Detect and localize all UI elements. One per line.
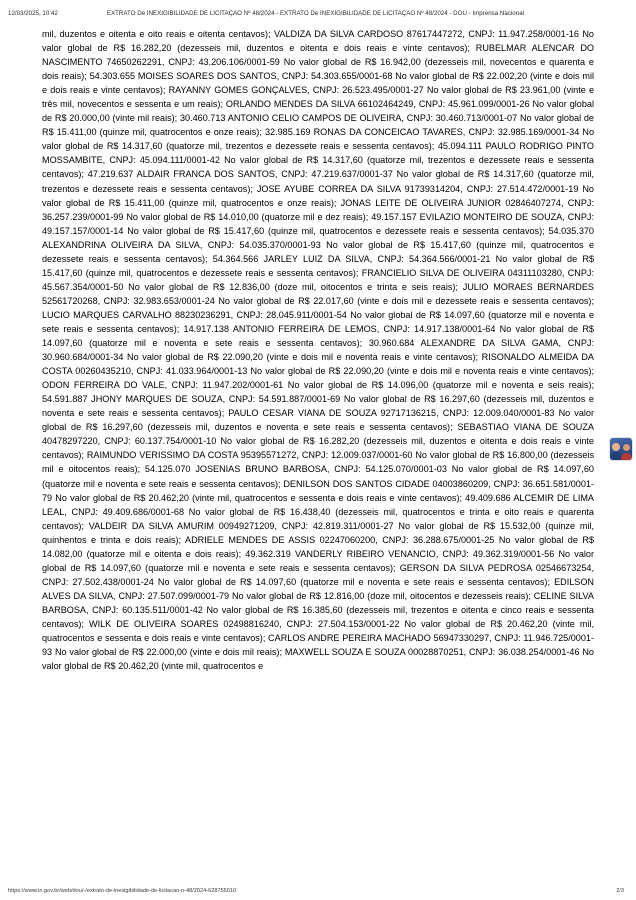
document-body: mil, duzentos e oitenta e oito reais e oitenta centavos); VALDIZA DA SILVA CARDOSO 87617447272, CNPJ: 11.947.258/0001-16 No valor global de R$ 16.282,20 (dezesseis mil, duzentos e oitenta e dois reais e vinte centavos); RUBELMAR ALENCAR DO NASCIMENTO 74650262291, CNPJ: 43.206.106/0001-59 No valor global de R$ 16.942,00 (dezesseis mil, novecentos e quarenta e dois reais); 54.303.655 MOISES SOARES DOS SANTOS, CNPJ: 54.303.655/0001-68 No valor global de R$ 22.002,20 (vinte e dois mil e dois reais e vinte centavos); RAYANNY GOMES GONÇALVES, CNPJ: 26.523.495/0001-27 No valor global de R$ 23.961,00 (vinte e três mil, novecentos e sessenta e um reais); ORLANDO MENDES DA SILVA 66102464249, CNPJ: 45.961.099/0001-26 No valor global de R$ 20.000,00 (vinte mil reais); 30.460.713 ANTONIO CELIO CAMPOS DE OLIVEIRA, CNPJ: 30.460.713/0001-07 No valor global de R$ 15.411,00 (quinze mil, quatrocentos e onze reais); 32.985.169 RONAS DA CONCEICAO TAVARES, CNPJ: 32.985.169/0001-34 No valor global de R$ 14.317,60 (quatorze mil, trezentos e dezessete reais e sessenta centavos); 45.094.111 PAULO RODRIGO PINTO MOSSAMBITE, CNPJ: 45.094.111/0001-42 No valor global de R$ 14.317,60 (quatorze mil, trezentos e dezessete reais e sessenta centavos); 47.219.637 ALDAIR FRANCA DOS SANTOS, CNPJ: 47.219.637/0001-37 No valor global de R$ 14.317,60 (quatorze mil, trezentos e dezessete reais e sessenta centavos); JOSE AYUBE CORREA DA SILVA 91739314204, CNPJ: 27.514.472/0001-19 No valor global de R$ 15.411,00 (quinze mil, quatrocentos e onze reais); JONAS LEITE DE OLIVEIRA JUNIOR 02846407274, CNPJ: 36.257.239/0001-99 No valor global de R$ 14.010,00 (quatorze mil e dez reais); 49.157.157 EVILAZIO MONTEIRO DE SOUZA, CNPJ: 49.157.157/0001-14 No valor global de R$ 15.417,60 (quinze mil, quatrocentos e dezessete reais e sessenta centavos); 54.035.370 ALEXANDRINA OLIVEIRA DA SILVA, CNPJ: 54.035.370/0001-93 No valor global de R$ 15.417,60 (quinze mil, quatrocentos e dezessete reais e sessenta centavos); 54.364.566 JARLEY LUIZ DA SILVA, CNPJ: 54.364.566/0001-21 No valor global de R$ 15.417,60 (quinze mil, quatrocentos e dezessete reais e sessenta centavos); FRANCIELIO SILVA DE OLIVEIRA 04311103280, CNPJ: 45.567.354/0001-50 No valor global de R$ 12.836,00 (doze mil, oitocentos e trinta e seis reais); JULIO MORAES BERNARDES 52561720268, CNPJ: 32.983.653/0001-24 No valor global de R$ 22.017,60 (vinte e dois mil e dezessete reais e sessenta centavos); LUCIO MARQUES CARVALHO 88230236291, CNPJ: 28.045.911/0001-54 No valor global de R$ 14.097,60 (quatorze mil e noventa e sete reais e sessenta centavos); 14.917.138 ANTONIO FERREIRA DE LEMOS, CNPJ: 14.917.138/0001-64 No valor global de R$ 14.097,60 (quatorze mil e noventa e sete reais e sessenta centavos); 30.960.684 ALEXANDRE DA SILVA GAMA, CNPJ: 30.960.684/0001-34 No valor global de R$ 22.090,20 (vinte e dois mil e noventa reais e vinte centavos); RISONALDO ALMEIDA DA COSTA 00260435210, CNPJ: 41.033.964/0001-13 No valor global de R$ 22.090,20 (vinte e dois mil e noventa reais e vinte centavos); ODON FERREIRA DO VALE, CNPJ: 11.947.202/0001-61 No valor global de R$ 14.096,00 (quatorze mil e noventa e seis reais); 54.591.887 JHONY MARQUES DE SOUZA, CNPJ: 54.591.887/0001-69 No valor global de R$ 16.297,60 (dezesseis mil, duzentos e noventa e sete reais e sessenta centavos); PAULO CESAR VIANA DE SOUZA 92717136215, CNPJ: 12.009.040/0001-83 No valor global de R$ 16.297,60 (dezesseis mil, duzentos e noventa e sete reais e sessenta centavos); SEBASTIAO VIANA DE SOUZA 40478297220, CNPJ: 60.137.754/0001-10 No valor global de R$ 16.282,20 (dezesseis mil, duzentos e oitenta e dois reais e vinte centavos); RAIMUNDO VERISSIMO DA COSTA 95395571272, CNPJ: 12.009.037/0001-60 No valor global de R$ 16.800,00 (dezesseis mil e oitocentos reais); 54.125.070 JOSENIAS BRUNO BARBOSA, CNPJ: 54.125.070/0001-03 No valor global de R$ 14.097,60 (quatorze mil e noventa e sete reais e sessenta centavos); DENILSON DOS SANTOS CIDADE 04003860209, CNPJ: 36.651.581/0001-79 No valor global de R$ 20.462,20 (vinte mil, quatrocentos e sessenta e dois reais e vinte centavos); 49.409.686 ALCEMIR DE LIMA LEAL, CNPJ: 49.409.686/0001-68 No valor global de R$ 16.438,40 (dezesseis mil, quatrocentos e trinta e oito reais e quarenta centavos); VALDEIR DA SILVA AMURIM 00949271209, CNPJ: 42.819.311/0001-27 No valor global de R$ 15.532,00 (quinze mil, quinhentos e trinta e dois reais); ADRIELE MENDES DE ASSIS 02247060200, CNPJ: 36.288.675/0001-25 No valor global de R$ 14.082,00 (quatorze mil e oitenta e dois reais); 49.362.319 VANDERLY RIBEIRO VENANCIO, CNPJ: 49.362.319/0001-56 No valor global de R$ 14.097,60 (quatorze mil e noventa e sete reais e sessenta centavos); GERSON DA SILVA PEDROSA 02546673254, CNPJ: 27.502.438/0001-24 No valor global de R$ 14.097,60 (quatorze mil e noventa e sete reais e sessenta centavos); EDILSON ALVES DA SILVA, CNPJ: 27.507.099/0001-79 No valor global de R$ 12.816,00 (doze mil, oitocentos e dezesseis reais); CELINE SILVA BARBOSA, CNPJ: 60.135.511/0001-42 No valor global de R$ 16.385,60 (dezesseis mil, trezentos e oitenta e cinco reais e sessenta centavos); WILK DE OLIVEIRA SOARES 02498816240, CNPJ: 27.504.153/0001-22 No valor global de R$ 20.462,20 (vinte mil, quatrocentos e sessenta e dois reais e vinte centavos); CARLOS ANDRE PEREIRA MACHADO 56947330297, CNPJ: 11.946.725/0001-93 No valor global de R$ 22.000,00 (vinte e dois mil reais); MAXWELL SOUZA E SOUZA 00028870251, CNPJ: 36.038.254/0001-46 No valor global de R$ 20.462,20 (vinte mil, quatrocentos e <box>42 29 594 672</box>
user-avatar[interactable] <box>610 438 632 460</box>
header-datetime: 12/03/2025, 10:42 <box>8 10 58 17</box>
avatar-face-left <box>612 443 620 451</box>
footer-page-number: 2/3 <box>616 888 624 894</box>
footer-url[interactable]: https://www.in.gov.br/web/dou/-/extrato-de-inexigibilidade-de-licitacao-n-48/2024-628755010 <box>8 888 237 894</box>
avatar-body-right <box>621 453 632 460</box>
page-footer <box>0 888 636 894</box>
header-title: EXTRATO De INEXIGIBILIDADE DE LICITAÇÃO Nº 48/2024 - EXTRATO De INEXIGIBILIDADE DE LICITAÇÃO Nº 48/2024 - DOU - Imprensa Nacional <box>106 10 525 17</box>
page-header <box>0 10 636 17</box>
avatar-face-right <box>623 444 630 451</box>
